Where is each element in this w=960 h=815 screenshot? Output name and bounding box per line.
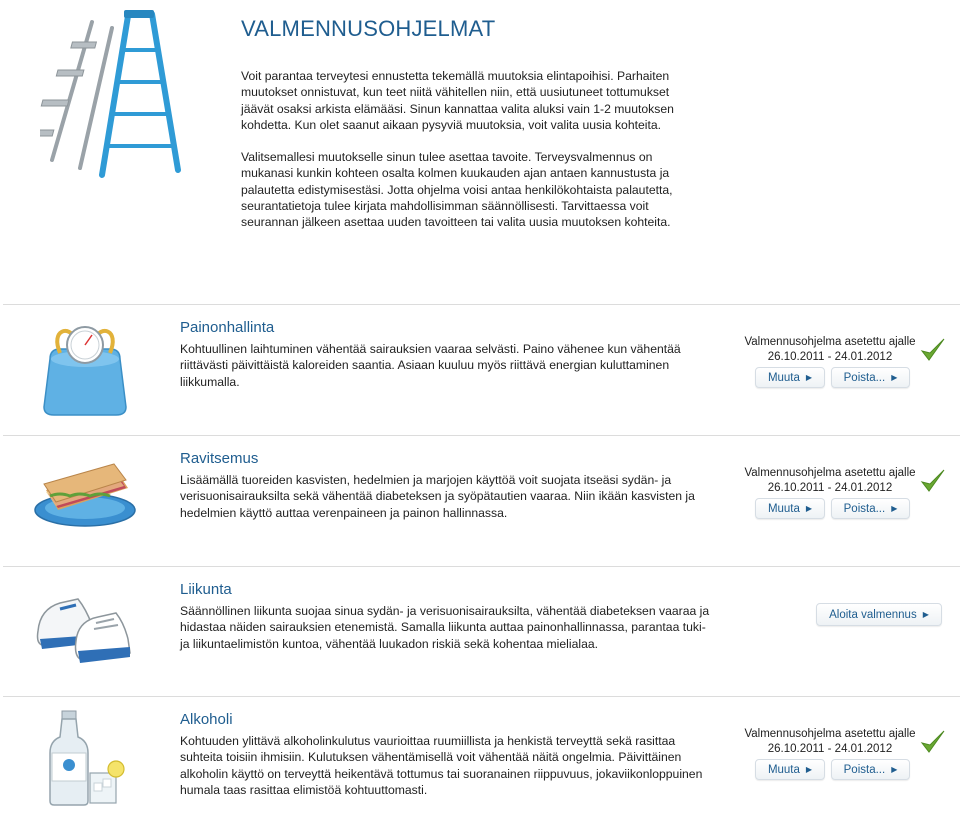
program-status [735, 728, 950, 780]
program-description: Kohtuuden ylittävä alkoholinkulutus vaurioittaa ruumiillista ja henkistä terveyttä sekä rasittaa suhteita toisiin ihmisiin. Kulutuksen vähentämisellä voit vähentää näitä ongelmia. Päivittäinen alkoholin käyttö on terveyttä heikentävä tottumus tai suoranainen riippuvuus, jokaviikonloppuinen humala taas rasittaa elimistöä kohtuuttomasti. [180, 734, 703, 797]
remove-button[interactable] [831, 367, 910, 388]
arrow-right-icon: ▶ [891, 765, 898, 774]
modify-label: Muuta [767, 763, 800, 776]
modify-button[interactable] [755, 367, 825, 388]
intro-paragraph: Voit parantaa terveytesi ennustetta tekemällä muutoksia elintapoihisi. Parhaiten muutokset onnistuvat, kun teet niitä vähitellen niin, että uusiutuneet tottumukset jäävät osaksi arkista elämääsi. Sinun kannattaa valita aluksi vain 1-2 muutoksen kohdetta. Kun olet saanut aikaan pysyviä muutoksia, voit valita uusia kohteita. [241, 69, 674, 132]
status-dates: 26.10.2011 - 24.01.2012 [767, 743, 893, 755]
remove-label: Poista... [843, 763, 886, 776]
program-weight [0, 305, 960, 435]
program-title: Liikunta [180, 581, 232, 598]
arrow-right-icon: ▶ [805, 504, 813, 513]
page-title: VALMENNUSOHJELMAT [241, 16, 496, 41]
check-icon [919, 728, 947, 756]
check-icon [919, 336, 947, 364]
arrow-right-icon: ▶ [805, 373, 813, 382]
sneakers-icon [30, 579, 140, 679]
status-dates: 26.10.2011 - 24.01.2012 [767, 351, 893, 363]
ladder-icon [40, 10, 190, 185]
program-title: Alkoholi [180, 711, 233, 728]
program-status [735, 467, 950, 519]
program-alcohol [0, 697, 960, 815]
start-label: Aloita valmennus [829, 608, 917, 621]
program-exercise [0, 567, 960, 697]
program-nutrition [0, 436, 960, 566]
check-icon [919, 467, 947, 495]
status-dates: 26.10.2011 - 24.01.2012 [767, 482, 893, 494]
arrow-right-icon: ▶ [922, 610, 929, 619]
program-title: Ravitsemus [180, 450, 259, 467]
program-description: Lisäämällä tuoreiden kasvisten, hedelmien ja marjojen käyttöä voit suojata itseäsi sydän- ja verisuonisairauksilta sekä vähentää diabeteksen ja syöpätautien vaaraa. Niin ikään kasvisten ja hedelmien käyttö auttaa verenpaineen ja painon hallinnassa. [180, 473, 695, 520]
remove-button[interactable] [831, 759, 910, 780]
scale-icon [30, 319, 140, 419]
modify-label: Muuta [767, 502, 800, 515]
bottle-glass-icon [30, 707, 140, 807]
intro-section [0, 0, 960, 300]
arrow-right-icon: ▶ [891, 373, 898, 382]
status-label: Valmennusohjelma asetettu ajalle [744, 467, 916, 479]
arrow-right-icon: ▶ [891, 504, 898, 513]
remove-button[interactable] [831, 498, 910, 519]
program-description: Säännöllinen liikunta suojaa sinua sydän- ja verisuonisairauksilta, vähentää diabeteksen vaaraa ja hidastaa näiden sairauksien etenemistä. Samalla liikunta auttaa painonhallinnassa, parantaa tuki- ja liikuntaelimistön kuntoa, vähentää luukadon riskiä sekä kohentaa mielialaa. [180, 604, 710, 651]
intro-paragraph: Valitsemallesi muutokselle sinun tulee asettaa tavoite. Terveysvalmennus on mukanasi kunkin kohteen osalta kolmen kuukauden ajan antaen kannustusta ja palautetta edistymisestäsi. Jotta ohjelma voisi antaa henkilökohtaista palautetta, seurantatietoja tulee kirjata mahdollisimman säännöllisesti. Tarvittaessa voit seurannan jälkeen asettaa uuden tavoitteen tai valita uusia muutoksen kohteita. [241, 150, 673, 230]
arrow-right-icon: ▶ [805, 765, 813, 774]
modify-button[interactable] [755, 759, 825, 780]
status-label: Valmennusohjelma asetettu ajalle [744, 728, 916, 740]
program-status [735, 336, 950, 388]
start-coaching-button[interactable] [816, 603, 942, 626]
remove-label: Poista... [843, 502, 886, 515]
program-description: Kohtuullinen laihtuminen vähentää sairauksien vaaraa selvästi. Paino vähenee kun vähentää riittävästi päivittäistä kaloreiden saantia. Asiaan kuuluu myös riittävä energian kuluttaminen liikkumalla. [180, 342, 681, 389]
modify-label: Muuta [767, 371, 800, 384]
status-label: Valmennusohjelma asetettu ajalle [744, 336, 916, 348]
remove-label: Poista... [843, 371, 886, 384]
modify-button[interactable] [755, 498, 825, 519]
program-title: Painonhallinta [180, 319, 275, 336]
sandwich-icon [30, 448, 140, 548]
